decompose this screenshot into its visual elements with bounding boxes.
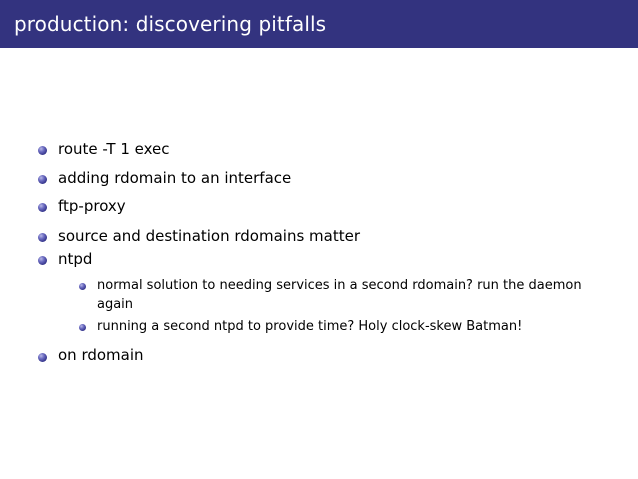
bullet-icon — [38, 175, 47, 184]
sub-bullet-item: running a second ntpd to provide time? Holy clock-skew Batman! — [97, 319, 523, 334]
bullet-item: source and destination rdomains matter — [58, 227, 361, 245]
bullet-item: on rdomain — [58, 346, 144, 364]
bullet-icon — [38, 353, 47, 362]
bullet-item: ntpd — [58, 250, 93, 268]
bullet-icon — [38, 146, 47, 155]
bullet-item: adding rdomain to an interface — [58, 169, 292, 187]
bullet-icon — [38, 256, 47, 265]
bullet-icon — [38, 203, 47, 212]
sub-bullet-icon — [79, 283, 86, 290]
sub-bullet-icon — [79, 324, 86, 331]
slide-title: production: discovering pitfalls — [14, 12, 327, 36]
bullet-icon — [38, 233, 47, 242]
bullet-item: ftp-proxy — [58, 197, 126, 215]
sub-bullet-item: normal solution to needing services in a second rdomain? run the daemon again — [97, 278, 582, 312]
bullet-item: route -T 1 exec — [58, 140, 170, 158]
